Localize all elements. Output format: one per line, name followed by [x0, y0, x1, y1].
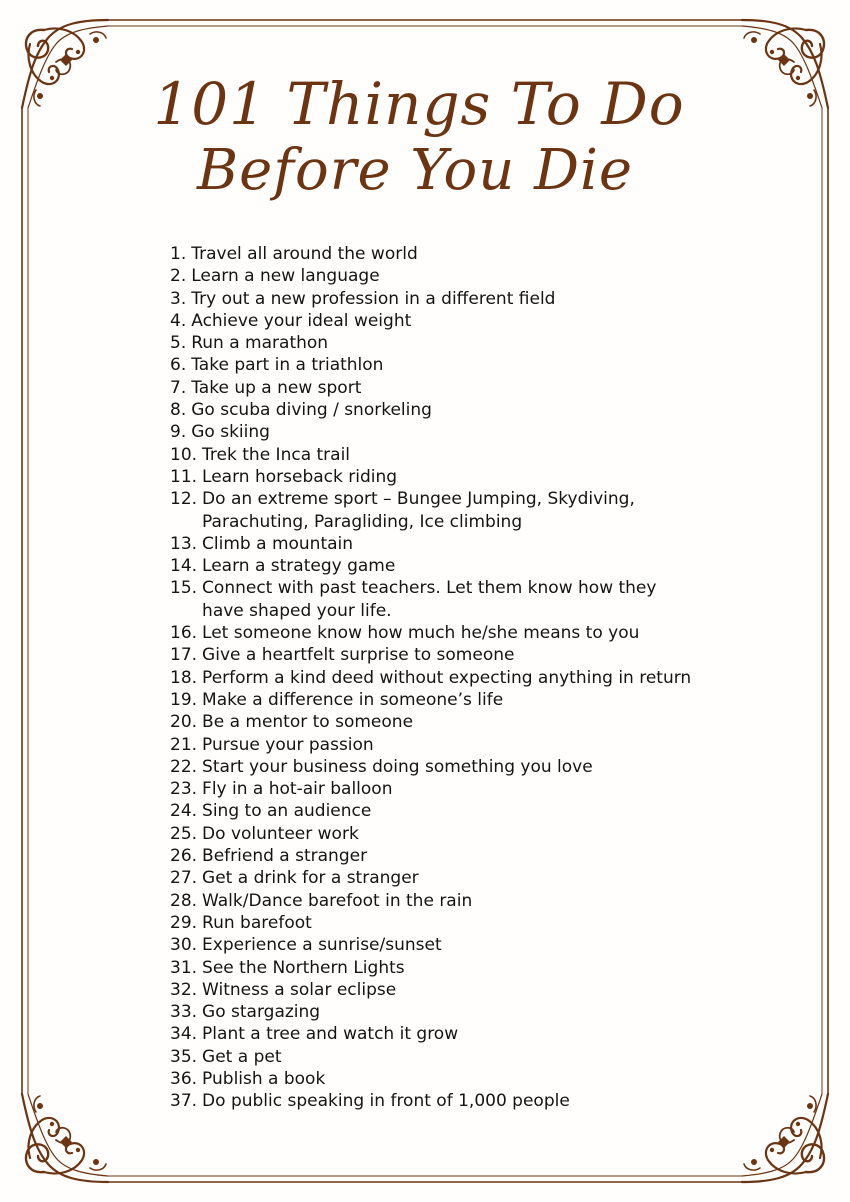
list-item-text [191, 265, 379, 287]
list-item [170, 934, 691, 956]
list-item-text [202, 890, 472, 912]
list-item-text [202, 1090, 570, 1112]
list-item-number: 26. [170, 846, 198, 867]
list-item-line: Pursue your passion [202, 734, 374, 755]
list-item-line: Learn a new language [191, 266, 380, 287]
page-title-line-1: 101 Things To Do [153, 70, 685, 138]
list-item-number: 22. [170, 756, 198, 777]
list-item-text [191, 243, 418, 265]
list-item-text [202, 711, 413, 733]
list-item [170, 1001, 691, 1023]
list-item [170, 734, 691, 756]
list-item-line: Travel all around the world [191, 244, 418, 264]
list-item-text [202, 1001, 320, 1023]
list-item-number: 31. [170, 957, 198, 978]
list-item-line: Walk/Dance barefoot in the rain [202, 890, 473, 911]
list-item-line: Experience a sunrise/sunset [202, 935, 442, 956]
list-item-number: 23. [170, 779, 198, 800]
list-item [170, 957, 691, 979]
list-item-line: Go stargazing [202, 1002, 321, 1023]
list-item-text [191, 377, 361, 399]
list-item-number: 14. [170, 556, 198, 577]
list-item-text [191, 399, 432, 421]
list-item-line: Run a marathon [191, 333, 329, 354]
list-item-line: Do an extreme sport – Bungee Jumping, Skydiving, [202, 489, 635, 510]
list-item-number: 24. [170, 801, 198, 822]
list-item-line: Go skiing [191, 422, 270, 443]
list-item-line: Start your business doing something you love [202, 756, 593, 777]
list-item-line: Climb a mountain [202, 533, 354, 554]
list-item-line: Let someone know how much he/she means to you [202, 623, 640, 644]
list-item-line: See the Northern Lights [202, 957, 405, 978]
list-item [170, 421, 691, 443]
corner-ornament-bottom-left [22, 1094, 108, 1182]
list-item-text [202, 444, 350, 466]
list-item-text [202, 845, 367, 867]
list-item-number: 12. [170, 489, 198, 510]
list-item [170, 354, 691, 376]
list-item-number: 13. [170, 533, 198, 554]
list-item-text [202, 533, 353, 555]
list-item [170, 1068, 691, 1090]
list-item [170, 800, 691, 822]
list-item-line: Take up a new sport [191, 377, 362, 398]
list-item-text [202, 667, 691, 689]
list-item-number: 35. [170, 1046, 198, 1067]
list-item-line: Parachuting, Paragliding, Ice climbing [202, 511, 523, 532]
list-item-line: Perform a kind deed without expecting anything in return [202, 667, 692, 688]
list-item-line: Take part in a triathlon [191, 355, 384, 376]
list-item-number: 28. [170, 890, 198, 911]
list-item-number: 11. [170, 466, 198, 487]
list-item-line: Get a drink for a stranger [202, 868, 419, 889]
list-item-text [191, 421, 270, 443]
list-item [170, 555, 691, 577]
list-item-number: 29. [170, 912, 198, 933]
list-item-line: Be a mentor to someone [202, 712, 414, 733]
list-item-text [202, 756, 593, 778]
list-item-line: Go scuba diving / snorkeling [191, 400, 432, 421]
list-item-text [202, 1046, 281, 1068]
corner-ornament-bottom-right [742, 1094, 828, 1182]
list-item [170, 577, 691, 622]
list-item [170, 845, 691, 867]
list-item-number: 32. [170, 979, 198, 1000]
list-item-text [202, 934, 442, 956]
list-item-text [191, 332, 328, 354]
list-item [170, 644, 691, 666]
list-item [170, 1023, 691, 1045]
list-item-text [202, 1068, 325, 1090]
list-item-number: 30. [170, 935, 198, 956]
list-item-text [202, 912, 312, 934]
list-item [170, 399, 691, 421]
list-item-number: 8. [170, 400, 187, 421]
list-item-line: Do volunteer work [202, 823, 359, 844]
list-item-line: have shaped your life. [202, 600, 392, 621]
list-item [170, 689, 691, 711]
list-item-text [202, 466, 397, 488]
list-item-number: 4. [170, 310, 187, 331]
list-item-line: Fly in a hot-air balloon [202, 779, 393, 800]
list-item-line: Do public speaking in front of 1,000 people [202, 1091, 570, 1112]
list-item [170, 310, 691, 332]
list-item-number: 34. [170, 1024, 198, 1045]
list-item-text [191, 288, 555, 310]
list-item-number: 9. [170, 422, 187, 443]
list-item-text [202, 577, 656, 622]
list-item [170, 1090, 691, 1112]
list-item-text [202, 734, 374, 756]
list-item-number: 27. [170, 868, 198, 889]
list-item-number: 16. [170, 623, 198, 644]
list-item [170, 823, 691, 845]
list-item [170, 288, 691, 310]
page-title-line-2: Before You Die [196, 138, 634, 203]
list-item [170, 377, 691, 399]
list-item [170, 890, 691, 912]
list-item-text [202, 957, 405, 979]
list-item-text [202, 778, 392, 800]
list-item-line: Try out a new profession in a different field [191, 288, 556, 309]
list-item-text [202, 867, 419, 889]
list-item [170, 466, 691, 488]
list-item-number: 17. [170, 645, 198, 666]
list-item-number: 21. [170, 734, 198, 755]
list-item-text [202, 979, 396, 1001]
list-item [170, 488, 691, 533]
list-item-number: 5. [170, 333, 187, 354]
list-item [170, 533, 691, 555]
list-item-number: 15. [170, 578, 198, 599]
list-item-text [202, 800, 371, 822]
list-item [170, 667, 691, 689]
list-item-line: Learn a strategy game [202, 556, 396, 577]
list-item-line: Witness a solar eclipse [202, 979, 397, 1000]
list-item-line: Trek the Inca trail [202, 444, 351, 465]
list-item-text [202, 622, 639, 644]
list-item-number: 3. [170, 288, 187, 309]
list-item-text [202, 488, 635, 533]
list-item [170, 1046, 691, 1068]
list-item-number: 6. [170, 355, 187, 376]
list-item-text [202, 823, 359, 845]
list-item-number: 25. [170, 823, 198, 844]
list-item-line: Publish a book [202, 1068, 326, 1089]
list-item-text [202, 644, 514, 666]
list-item-text [202, 1023, 458, 1045]
list-item-number: 1. [170, 244, 187, 264]
list-item-number: 37. [170, 1091, 198, 1112]
list-item [170, 332, 691, 354]
list-item [170, 265, 691, 287]
list-item-number: 7. [170, 377, 187, 398]
bucket-list [170, 243, 691, 1113]
list-item-number: 36. [170, 1068, 198, 1089]
list-item-text [191, 354, 383, 376]
list-item-number: 20. [170, 712, 198, 733]
list-item-number: 18. [170, 667, 198, 688]
list-item-line: Sing to an audience [202, 801, 372, 822]
list-item [170, 711, 691, 733]
list-item [170, 622, 691, 644]
list-item-line: Give a heartfelt surprise to someone [202, 645, 515, 666]
list-item-line: Achieve your ideal weight [191, 310, 412, 331]
list-item [170, 243, 691, 265]
list-item [170, 444, 691, 466]
list-item [170, 867, 691, 889]
list-item-number: 33. [170, 1002, 198, 1023]
list-item-line: Make a difference in someone’s life [202, 689, 504, 710]
list-item [170, 778, 691, 800]
list-item-text [191, 310, 411, 332]
list-item-number: 19. [170, 689, 198, 710]
list-item-number: 10. [170, 444, 198, 465]
list-item-line: Learn horseback riding [202, 466, 398, 487]
list-item-line: Run barefoot [202, 912, 312, 933]
list-item [170, 756, 691, 778]
list-item-text [202, 689, 503, 711]
list-item [170, 979, 691, 1001]
list-item-line: Get a pet [202, 1046, 282, 1067]
list-item [170, 912, 691, 934]
list-item-number: 2. [170, 266, 187, 287]
list-item-line: Plant a tree and watch it grow [202, 1024, 459, 1045]
list-item-line: Connect with past teachers. Let them know how they [202, 578, 657, 599]
list-item-text [202, 555, 395, 577]
list-item-line: Befriend a stranger [202, 846, 368, 867]
